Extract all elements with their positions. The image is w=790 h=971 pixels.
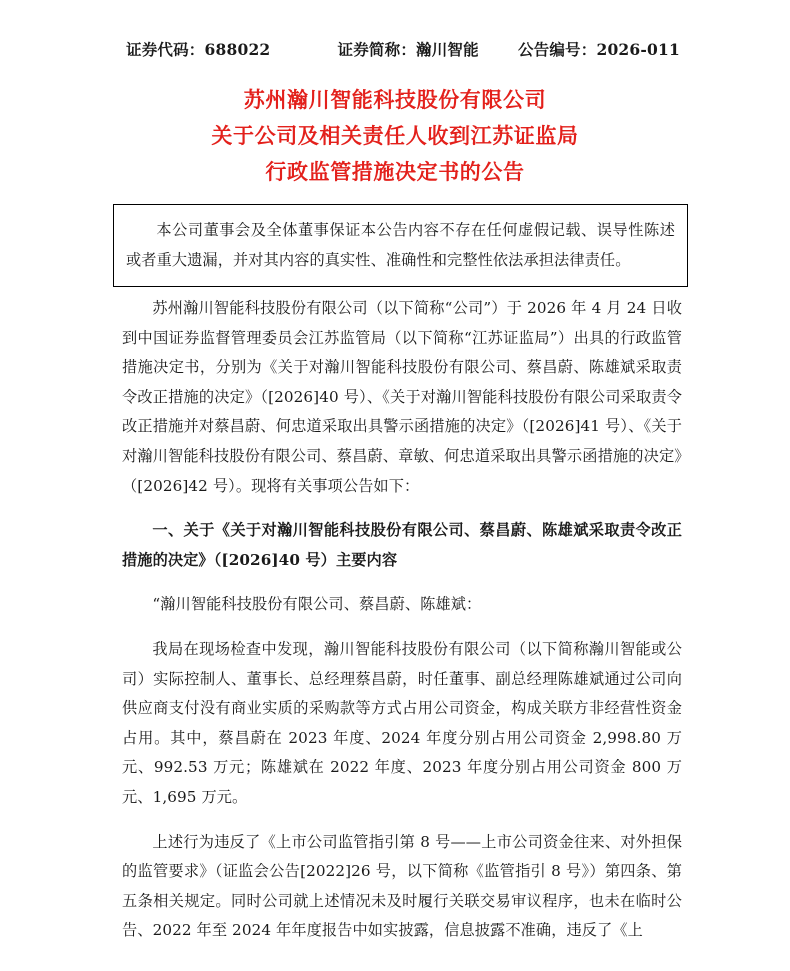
quote-salutation: “瀚川智能科技股份有限公司、蔡昌蔚、陈雄斌： — [152, 595, 482, 614]
title-line-subject: 关于公司及相关责任人收到江苏证监局 — [211, 123, 579, 148]
page-bottom-clip — [0, 962, 790, 971]
disclaimer-box — [113, 204, 688, 287]
security-code: 证券代码：688022 — [126, 40, 271, 59]
announcement-number: 公告编号：2026-011 — [517, 40, 680, 59]
disclaimer-text: 本公司董事会及全体董事保证本公告内容不存在任何虚假记载、误导性陈述或者重大遗漏，并对其内容的真实性、准确性和完整性依法承担法律责任。 — [126, 221, 675, 269]
body-paragraph-receipt: 苏州瀚川智能科技股份有限公司（以下简称“公司”）于 2026 年 4 月 24 日收到中国证券监督管理委员会江苏监管局（以下简称“江苏证监局”）出具的行政监管措施决定书，分别为《关于对瀚川智能科技股份有限公司、蔡昌蔚、陈雄斌采取责令改正措施的决定》（[2026]40 号）、《关于对瀚川智能科技股份有限公司采取责令改正措施并对蔡昌蔚、何忠道采取出具警示函措施的决定》（[2026]41 号）、《关于对瀚川智能科技股份有限公司、蔡昌蔚、章敏、何忠道采取出具警示函措施的决定》（[2026]42 号）。现将有关事项公告如下： — [122, 299, 682, 495]
body-paragraph-violations: 上述行为违反了《上市公司监管指引第 8 号——上市公司资金往来、对外担保的监管要求》（证监会公告[2022]26 号，以下简称《监管指引 8 号》）第四条、第五条相关规定。同时公司就上述情况未及时履行关联交易审议程序，也未在临时公告、2022 年至 2024 年年度报告中如实披露，信息披露不准确，违反了《上 — [122, 832, 682, 940]
title-line-document-type: 行政监管措施决定书的公告 — [265, 159, 525, 184]
page-title — [0, 82, 790, 190]
document-body — [122, 294, 682, 946]
security-short-name: 证券简称：瀚川智能 — [337, 40, 479, 59]
title-line-company: 苏州瀚川智能科技股份有限公司 — [243, 87, 547, 112]
document-header — [122, 38, 682, 60]
section-heading-one: 一、关于《关于对瀚川智能科技股份有限公司、蔡昌蔚、陈雄斌采取责令改正措施的决定》（[2026]40 号）主要内容 — [122, 521, 682, 569]
body-paragraph-findings: 我局在现场检查中发现，瀚川智能科技股份有限公司（以下简称瀚川智能或公司）实际控制人、董事长、总经理蔡昌蔚，时任董事、副总经理陈雄斌通过公司向供应商支付没有商业实质的采购款等方式占用公司资金，构成关联方非经营性资金占用。其中，蔡昌蔚在 2023 年度、2024 年度分别占用公司资金 2,998.80 万元、992.53 万元；陈雄斌在 2022 年度、2023 年度分别占用公司资金 800 万元、1,695 万元。 — [122, 639, 682, 806]
